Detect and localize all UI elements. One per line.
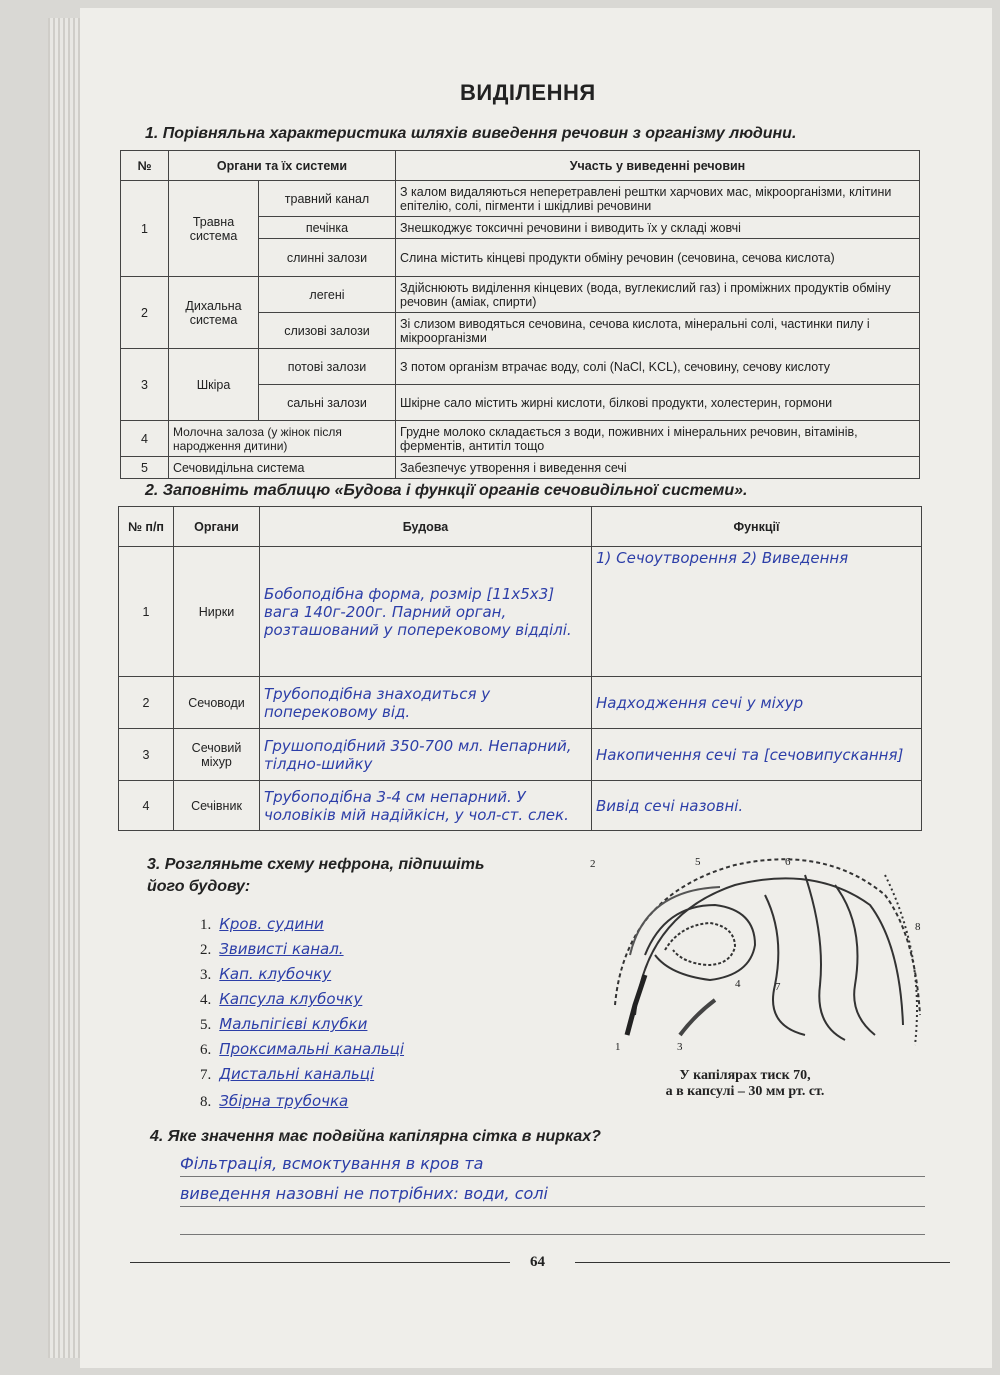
row-num: 5 xyxy=(121,457,169,479)
nephron-diagram xyxy=(585,835,945,1060)
row-system: Шкіра xyxy=(169,349,259,421)
item-answer: Кап. клубочку xyxy=(219,965,332,983)
row-structure: Грушоподібний 350-700 мл. Непарний, тілдно-шийку xyxy=(260,729,592,781)
row-role: З калом видаляються неперетравлені рештки харчових мас, мікроорганізми, клітини епітелію, солі, пігменти і шкідливі речовини xyxy=(396,181,920,217)
urinary-organs-table xyxy=(118,506,922,831)
row-function: Накопичення сечі та [сечовипускання] xyxy=(592,729,922,781)
item-number: 4. xyxy=(200,992,212,1008)
row-organ: Сечовий міхур xyxy=(174,729,260,781)
diagram-label-6: 6 xyxy=(785,856,791,868)
row-role: Здійснюють виділення кінцевих (вода, вуглекислий газ) і проміжних продуктів обміну речовин (аміак, спирти) xyxy=(396,277,920,313)
row-num: 3 xyxy=(121,349,169,421)
page-number: 64 xyxy=(530,1254,545,1270)
section3-heading-line1: 3. Розгляньте схему нефрона, підпишіть xyxy=(147,856,485,873)
row-organ: потові залози xyxy=(259,349,396,385)
item-number: 5. xyxy=(200,1017,212,1033)
row-role: З потом організм втрачає воду, солі (NaCl, KCL), сечовину, сечову кислоту xyxy=(396,349,920,385)
row-system: Молочна залоза (у жінок після народження дитини) xyxy=(169,421,396,457)
nephron-part-6 xyxy=(200,1040,404,1059)
item-number: 8. xyxy=(200,1094,212,1110)
item-answer: Проксимальні канальці xyxy=(219,1040,405,1058)
answer-rule xyxy=(180,1234,925,1235)
nephron-part-4 xyxy=(200,990,362,1009)
answer-rule xyxy=(180,1206,925,1207)
diagram-caption xyxy=(610,1068,880,1100)
item-answer: Капсула клубочку xyxy=(219,990,363,1008)
caption-line-1: У капілярах тиск 70, xyxy=(679,1068,811,1083)
item-answer: Збірна трубочка xyxy=(219,1092,349,1110)
nephron-part-7 xyxy=(200,1065,374,1084)
row-num: 4 xyxy=(121,421,169,457)
diagram-label-4: 4 xyxy=(735,978,741,990)
row-function: 1) Сечоутворення 2) Виведення xyxy=(592,547,922,677)
header-num: № xyxy=(121,151,169,181)
footer-rule-left xyxy=(130,1262,510,1263)
answer-line-1: Фільтрація, всмоктування в кров та xyxy=(180,1154,484,1173)
item-number: 1. xyxy=(200,917,212,933)
row-num: 1 xyxy=(119,547,174,677)
section1-heading: 1. Порівняльна характеристика шляхів виведення речовин з організму людини. xyxy=(145,125,797,142)
item-number: 6. xyxy=(200,1042,212,1058)
row-role: Знешкоджує токсичні речовини і виводить їх у складі жовчі xyxy=(396,217,920,239)
section4-heading: 4. Яке значення має подвійна капілярна сітка в нирках? xyxy=(150,1128,601,1145)
row-structure: Бобоподібна форма, розмір [11x5x3] вага 140г-200г. Парний орган, розташований у поперековому відділі. xyxy=(260,547,592,677)
header-organs: Органи та їх системи xyxy=(169,151,396,181)
row-role: Шкірне сало містить жирні кислоти, білкові продукти, холестерин, гормони xyxy=(396,385,920,421)
excretion-table xyxy=(120,150,920,479)
nephron-part-8 xyxy=(200,1092,348,1111)
item-answer: Звивисті канал. xyxy=(219,940,344,958)
row-role: Грудне молоко складається з води, поживних і мінеральних речовин, вітамінів, ферментів, антитіл тощо xyxy=(396,421,920,457)
nephron-part-2 xyxy=(200,940,344,959)
row-system: Сечовидільна система xyxy=(169,457,396,479)
footer-rule-right xyxy=(575,1262,950,1263)
diagram-label-8: 8 xyxy=(915,921,921,933)
header-function: Функції xyxy=(592,507,922,547)
row-role: Забезпечує утворення і виведення сечі xyxy=(396,457,920,479)
row-organ: Сечівник xyxy=(174,781,260,831)
item-answer: Мальпігієві клубки xyxy=(219,1015,368,1033)
diagram-label-2: 2 xyxy=(590,858,596,870)
item-number: 3. xyxy=(200,967,212,983)
header-role: Участь у виведенні речовин xyxy=(396,151,920,181)
nephron-part-3 xyxy=(200,965,331,984)
diagram-label-7: 7 xyxy=(775,981,781,993)
row-organ: слизові залози xyxy=(259,313,396,349)
row-organ: Нирки xyxy=(174,547,260,677)
diagram-label-1: 1 xyxy=(615,1041,621,1053)
row-num: 3 xyxy=(119,729,174,781)
row-organ: Сечоводи xyxy=(174,677,260,729)
answer-rule xyxy=(180,1176,925,1177)
row-function: Вивід сечі назовні. xyxy=(592,781,922,831)
row-role: Зі слизом виводяться сечовина, сечова кислота, мінеральні солі, частинки пилу і мікроорганізми xyxy=(396,313,920,349)
item-answer: Дистальні канальці xyxy=(219,1065,375,1083)
item-answer: Кров. судини xyxy=(219,915,324,933)
answer-line-2: виведення назовні не потрібних: води, солі xyxy=(180,1184,548,1203)
row-system: Травна система xyxy=(169,181,259,277)
row-organ: печінка xyxy=(259,217,396,239)
header-organ: Органи xyxy=(174,507,260,547)
diagram-label-3: 3 xyxy=(677,1041,683,1053)
row-function: Надходження сечі у міхур xyxy=(592,677,922,729)
diagram-label-5: 5 xyxy=(695,856,701,868)
section2-heading: 2. Заповніть таблицю «Будова і функції органів сечовидільної системи». xyxy=(145,482,748,499)
row-organ: легені xyxy=(259,277,396,313)
row-organ: травний канал xyxy=(259,181,396,217)
row-num: 4 xyxy=(119,781,174,831)
row-structure: Трубоподібна знаходиться у поперековому від. xyxy=(260,677,592,729)
row-num: 1 xyxy=(121,181,169,277)
row-num: 2 xyxy=(121,277,169,349)
nephron-part-1 xyxy=(200,915,324,934)
section3-heading-line2: його будову: xyxy=(147,878,251,895)
row-num: 2 xyxy=(119,677,174,729)
row-organ: сальні залози xyxy=(259,385,396,421)
header-num: № п/п xyxy=(119,507,174,547)
nephron-part-5 xyxy=(200,1015,367,1034)
row-structure: Трубоподібна 3-4 см непарний. У чоловіків мій надійкісн, у чол-ст. слек. xyxy=(260,781,592,831)
caption-line-2: а в капсулі – 30 мм рт. ст. xyxy=(665,1084,825,1099)
item-number: 2. xyxy=(200,942,212,958)
row-organ: слинні залози xyxy=(259,239,396,277)
page-title: ВИДІЛЕННЯ xyxy=(460,80,596,105)
header-structure: Будова xyxy=(260,507,592,547)
row-role: Слина містить кінцеві продукти обміну речовин (сечовина, сечова кислота) xyxy=(396,239,920,277)
item-number: 7. xyxy=(200,1067,212,1083)
row-system: Дихальна система xyxy=(169,277,259,349)
